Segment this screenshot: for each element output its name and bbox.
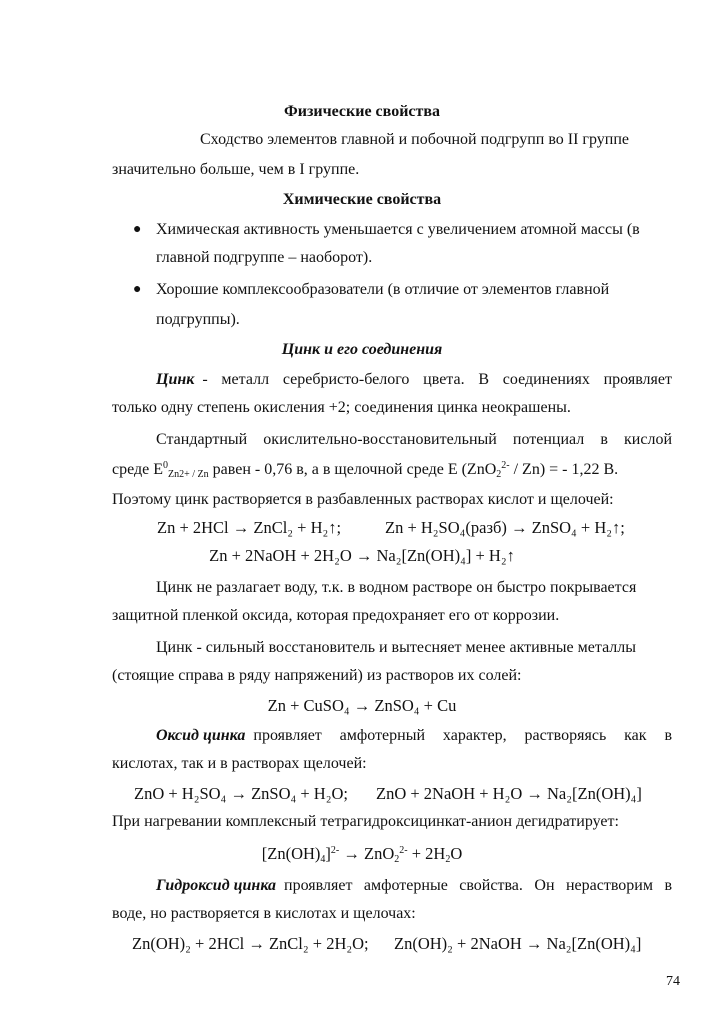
water-line1: Цинк не разлагает воду, т.к. в водном растворе он быстро покрывается [156, 579, 637, 596]
potential-line3: Поэтому цинк растворяется в разбавленных растворах кислот и щелочей: [112, 491, 614, 508]
potential-line2-content [112, 460, 618, 480]
sub-two: 2 [496, 469, 502, 480]
bullet-1-line1: Химическая активность уменьшается с увеличением атомной массы (в [156, 221, 640, 238]
reducer-line2: (стоящие справа в ряду напряжений) из растворов их солей: [112, 667, 522, 684]
eq5-sup2: 2- [399, 845, 408, 856]
eq5-part-b: ] [325, 844, 331, 863]
sup-zero: 0 [163, 460, 169, 471]
equation-2: Zn + 2NaOH + 2H₂O → Na₂[Zn(OH)₄] + H₂↑ [209, 546, 515, 565]
heading-physical-properties: Физические свойства [283, 103, 441, 120]
text-alkali-value: / Zn) = - 1,22 В. [509, 461, 619, 478]
eq5-sub1: 4 [320, 854, 326, 865]
equation-6b: Zn(OH)₂ + 2NaOH → Na₂[Zn(OH)₄] [394, 934, 642, 953]
heading-zinc-compounds: Цинк и его соединения [281, 341, 443, 358]
equation-4b: ZnO + 2NaOH + H₂O → Na₂[Zn(OH)₄] [376, 784, 642, 803]
equation-1b: Zn + H₂SO₄(разб) → ZnSO₄ + H₂↑; [385, 518, 625, 537]
zinc-line1 [156, 370, 672, 390]
hydroxide-line1-rest: проявляет амфотерные свойства. Он нерастворим в [284, 877, 672, 894]
hydroxide-line2: воде, но растворяется в кислотах и щелочах: [112, 905, 416, 922]
equation-6a: Zn(OH)₂ + 2HCl → ZnCl₂ + 2H₂O; [132, 934, 369, 953]
equation-6 [132, 934, 677, 954]
hydroxide-line1 [156, 876, 672, 896]
heating-line: При нагревании комплексный тетрагидроксицинкат-анион дегидратирует: [112, 813, 619, 830]
potential-line1: Стандартный окислительно-восстановительный потенциал в кислой [156, 431, 672, 448]
eq5-sub3: 2 [445, 854, 451, 865]
page-number: 74 [666, 974, 680, 989]
zinc-line2: только одну степень окисления +2; соединения цинка неокрашены. [112, 399, 571, 416]
text-acid-value: равен - 0,76 в, а в щелочной среде E (ZnO [208, 461, 497, 478]
potential-line2 [112, 460, 672, 480]
eq5-part-e: O [450, 844, 463, 863]
oxide-term: Оксид цинка [156, 727, 246, 744]
oxide-line1 [156, 726, 672, 746]
paragraph-similarity-line1: Сходство элементов главной и побочной подгрупп во II группе [200, 131, 630, 148]
oxide-line1-rest: проявляет амфотерный характер, растворяясь как в [253, 727, 672, 744]
equation-1a: Zn + 2HCl → ZnCl₂ + H₂↑; [157, 518, 342, 537]
paragraph-similarity-line2: значительно больше, чем в I группе. [112, 161, 360, 178]
heading-chemical-properties: Химические свойства [282, 191, 442, 208]
water-line2: защитной пленкой оксида, которая предохраняет его от коррозии. [112, 607, 560, 624]
zinc-line1-rest: - металл серебристо-белого цвета. В соединениях проявляет [202, 371, 672, 388]
eq5-sup1: 2- [330, 845, 340, 856]
hydroxide-term: Гидроксид цинка [156, 877, 277, 894]
oxide-line2: кислотах, так и в растворах щелочей: [112, 755, 367, 772]
equation-5 [0, 844, 724, 864]
sup-charge: 2- [501, 460, 510, 471]
equation-3: Zn + CuSO₄ → ZnSO₄ + Cu [267, 696, 457, 715]
bullet-icon: ● [133, 282, 142, 297]
bullet-1-line2: главной подгруппе – наоборот). [156, 249, 373, 266]
eq5-part-d: + 2H [407, 844, 446, 863]
bullet-2-line2: подгруппы). [156, 311, 240, 328]
bullet-2-line1: Хорошие комплексообразователи (в отличие от элементов главной [156, 281, 610, 298]
sub-zn-pair: Zn2+ / Zn [168, 469, 209, 480]
zinc-term: Цинк [156, 371, 195, 388]
eq5-sub2: 2 [394, 854, 400, 865]
equation-4a: ZnO + H₂SO₄ → ZnSO₄ + H₂O; [134, 784, 348, 803]
text-e: среде E [112, 461, 164, 478]
equation-4 [134, 784, 674, 804]
eq5-part-c: → ZnO [339, 844, 395, 863]
equation-1 [157, 518, 625, 538]
reducer-line1: Цинк - сильный восстановитель и вытесняет менее активные металлы [156, 639, 637, 656]
eq5-part-a: [Zn(OH) [261, 844, 321, 863]
bullet-icon: ● [133, 222, 142, 237]
